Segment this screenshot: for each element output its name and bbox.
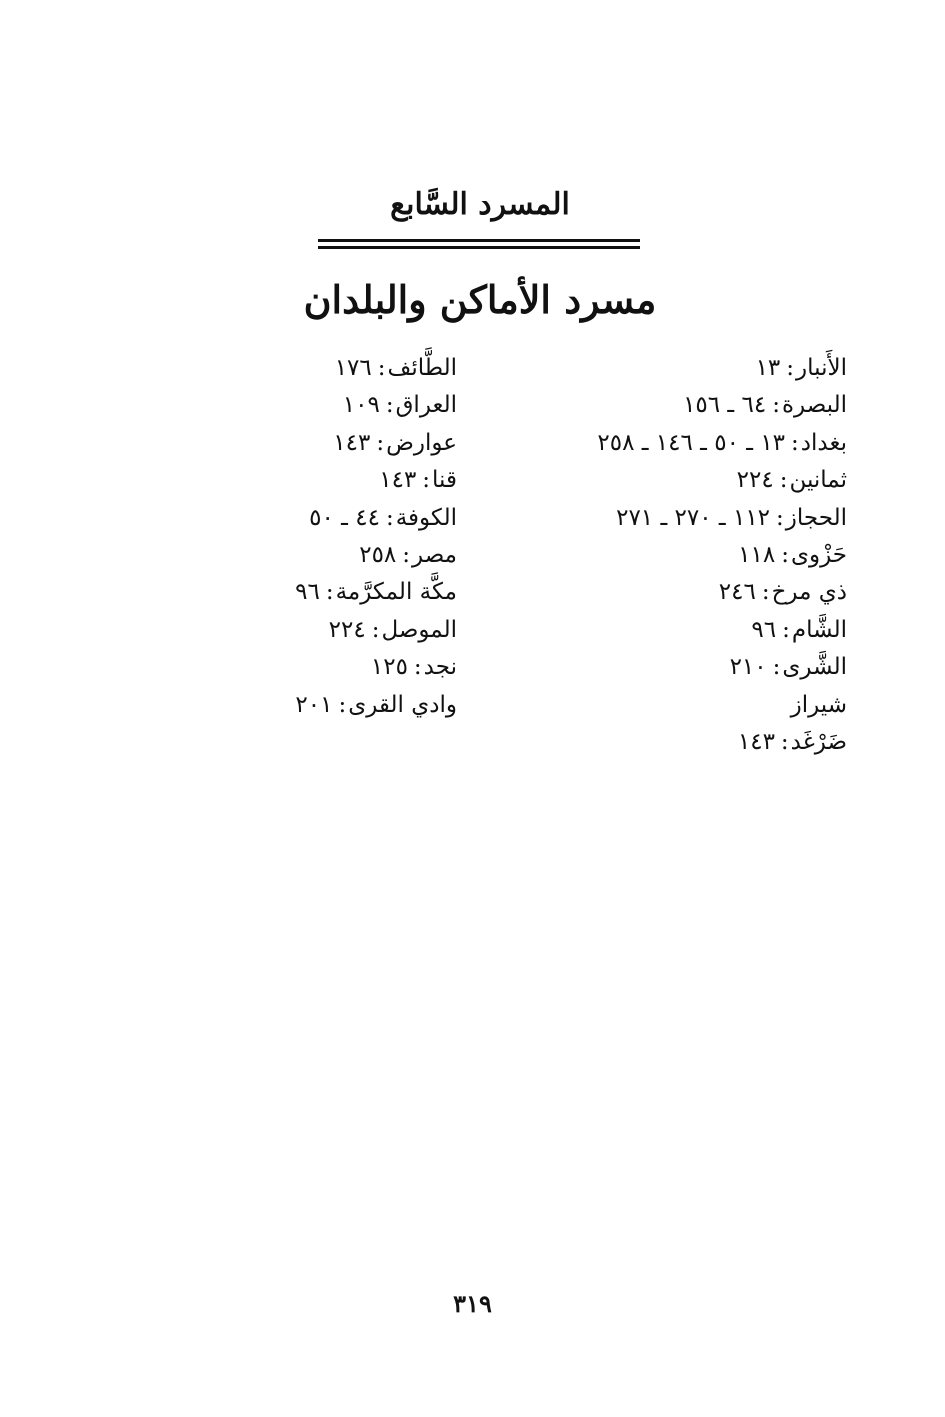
- index-entry: وادي القرى:٢٠١: [295, 691, 457, 718]
- index-entry: ثمانين:٢٢٤: [736, 467, 847, 494]
- entry-pages: ١١٨: [738, 541, 776, 568]
- entry-pages: ٤٤ ـ ٥٠: [309, 504, 380, 531]
- entry-pages: ٢٠١: [295, 691, 333, 718]
- index-entry: البصرة:٦٤ ـ ١٥٦: [683, 392, 847, 419]
- entry-pages: ٢٤٦: [718, 579, 756, 606]
- entry-name: مصر: [412, 541, 457, 568]
- entry-name: الشَّام: [791, 616, 847, 643]
- index-entry: [487, 687, 847, 724]
- entry-name: شيراز: [790, 691, 847, 718]
- entry-pages: ٦٤ ـ ١٥٦: [683, 392, 767, 419]
- entry-pages: ١١٢ ـ ٢٧٠ ـ ٢٧١: [616, 504, 771, 531]
- entry-pages: ٢٢٤: [328, 616, 366, 643]
- entry-pages: ٢٥٨: [359, 541, 397, 568]
- entry-name: الموصل: [381, 616, 457, 643]
- index-entry: الطَّائف:١٧٦: [334, 355, 457, 381]
- index-entry: الحجاز:١١٢ ـ ٢٧٠ ـ ٢٧١: [616, 504, 847, 531]
- entry-name: الحجاز: [785, 504, 847, 531]
- index-entry: قنا:١٤٣: [379, 467, 457, 494]
- entry-name: قنا: [432, 467, 457, 494]
- index-entry: حَزْوى:١١٨: [738, 541, 847, 568]
- index-entry: العراق:١٠٩: [342, 392, 457, 419]
- entry-pages: ٢١٠: [729, 654, 767, 681]
- entry-name: العراق: [395, 392, 457, 419]
- entry-pages: ١٠٩: [342, 392, 380, 419]
- page-number: ٣١٩: [453, 1289, 492, 1318]
- entry-pages: ١٣: [755, 355, 781, 381]
- entry-name: ذي مرخ: [771, 579, 847, 606]
- index-entry: ضَرْغَد:١٤٣: [737, 728, 847, 755]
- entry-pages: ٩٦: [751, 616, 777, 643]
- index-column-left: [217, 350, 457, 724]
- index-entry: الشَّرى:٢١٠: [729, 654, 847, 681]
- index-entry: ذي مرخ:٢٤٦: [718, 579, 847, 606]
- entry-name: عوارض: [386, 429, 457, 456]
- section-title: المسرد السَّابع: [390, 187, 570, 222]
- entry-name: البصرة: [781, 392, 847, 419]
- title-rule-top: [318, 239, 640, 242]
- entry-name: الطَّائف: [387, 355, 457, 381]
- entry-pages: ١٣ ـ ٥٠ ـ ١٤٦ ـ ٢٥٨: [597, 429, 786, 456]
- index-entry: عوارض:١٤٣: [333, 429, 457, 456]
- entry-pages: ٢٢٤: [736, 467, 774, 494]
- index-entry: الشَّام:٩٦: [751, 616, 847, 643]
- entry-name: حَزْوى: [790, 541, 847, 568]
- entry-name: ثمانين: [789, 467, 847, 494]
- entry-pages: ١٤٣: [333, 429, 371, 456]
- entry-name: وادي القرى: [348, 691, 457, 718]
- index-entry: مصر:٢٥٨: [359, 541, 457, 568]
- index-entry: نجد:١٢٥: [370, 654, 457, 681]
- entry-name: مكَّة المكرَّمة: [335, 579, 457, 606]
- index-entry: الأَنبار:١٣: [755, 355, 847, 381]
- entry-name: ضَرْغَد: [790, 728, 847, 755]
- entry-pages: ١٤٣: [737, 728, 775, 755]
- index-entry: مكَّة المكرَّمة:٩٦: [295, 579, 457, 606]
- entry-pages: ١٧٦: [334, 355, 372, 381]
- index-entry: الكوفة:٤٤ ـ ٥٠: [309, 504, 457, 531]
- entry-name: الكوفة: [395, 504, 457, 531]
- index-entry: بغداد:١٣ ـ ٥٠ ـ ١٤٦ ـ ٢٥٨: [597, 429, 847, 456]
- entry-pages: ١٢٥: [370, 654, 408, 681]
- main-title: مسرد الأماكن والبلدان: [303, 277, 657, 322]
- entry-name: الشَّرى: [782, 654, 847, 681]
- index-column-right: [487, 350, 847, 761]
- title-rule-bottom: [318, 246, 640, 249]
- entry-name: نجد: [423, 654, 457, 681]
- entry-name: الأَنبار: [796, 355, 847, 381]
- entry-name: بغداد: [800, 429, 847, 456]
- index-entry: الموصل:٢٢٤: [328, 616, 457, 643]
- entry-pages: ٩٦: [295, 579, 320, 606]
- entry-pages: ١٤٣: [379, 467, 417, 494]
